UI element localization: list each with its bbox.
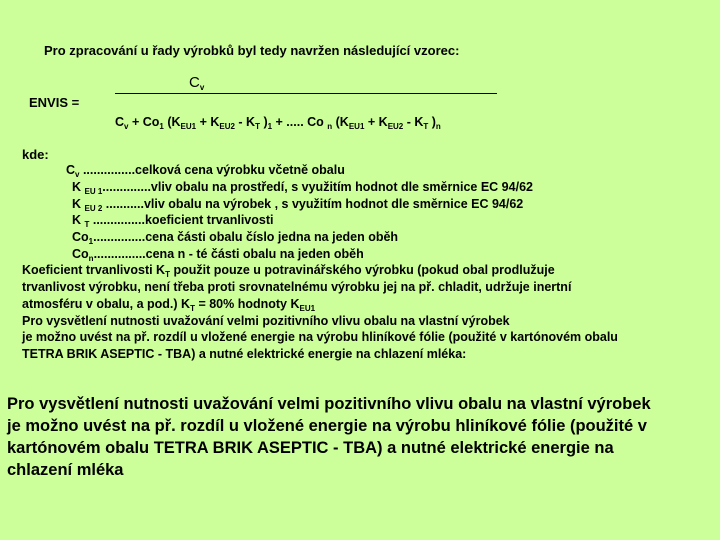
coefficient-paragraph-line3: atmosféru v obalu, a pod.) $K_T = 80\%$ hodnoty $K_{EU1}$ [22, 297, 316, 313]
legend-line-con: $Co_n...............cena$ n - té části obalu na jeden oběh [72, 247, 364, 263]
legend-line-kt: K $_T$ ...............koeficient trvanlivosti [72, 213, 274, 229]
legend-line-co1: $Co_1...............cena$ části obalu číslo jedna na jeden oběh [72, 230, 399, 246]
explanation-paragraph-line1: Pro vysvětlení nutnosti uvažování velmi pozitivního vlivu obalu na vlastní výrobek [22, 314, 510, 328]
explanation-paragraph-line2: je možno uvést na př. rozdíl u vložené energie na výrobu hliníkové fólie (použité v kartónovém obalu [22, 330, 618, 344]
legend-line-keu2: K $_{EU 2}$ ...........vliv obalu na výrobek , s využitím hodnot dle směrnice EC 94/62 [72, 197, 524, 213]
large-text-line4: chlazení mléka [7, 461, 124, 479]
coefficient-paragraph-line2: trvanlivost výrobku, není třeba proti srovnatelnému výrobku jej na př. chladit, udržuje inertní [22, 280, 572, 294]
formula-denominator: $C_v + Co_1$ ($K_{EU1} + K_{EU2} - K_T$ )$_1$ + ..... Co $_n$ ($K_{EU1} + K_{EU2} - K_T$ )$_n$ [115, 115, 441, 131]
formula-lhs: ENVIS = [29, 95, 80, 110]
heading: Pro zpracování u řady výrobků byl tedy navržen následující vzorec: [44, 43, 460, 58]
fraction-line [115, 93, 497, 94]
explanation-paragraph-line3: TETRA BRIK ASEPTIC - TBA) a nutné elektrické energie na chlazení mléka: [22, 347, 467, 361]
formula-numerator: $C_v$ [189, 74, 205, 92]
legend-line-keu1: K $_{EU 1}$..............vliv obalu na prostředí, s využitím hodnot dle směrnice EC 94/62 [72, 180, 533, 196]
legend-kde: kde: [22, 147, 49, 162]
coefficient-paragraph-line1: Koeficient trvanlivosti $K_T$ použit pouze u potravinářského výrobku (pokud obal prodlužuje [22, 263, 555, 279]
large-text-line1: Pro vysvětlení nutnosti uvažování velmi pozitivního vlivu obalu na vlastní výrobek [7, 395, 651, 413]
large-text-line2: je možno uvést na př. rozdíl u vložené energie na výrobu hliníkové fólie (použité v [7, 417, 647, 435]
legend-line-cv: $C_v$ ...............celková cena výrobku včetně obalu [66, 163, 345, 179]
large-text-line3: kartónovém obalu TETRA BRIK ASEPTIC - TBA) a nutné elektrické energie na [7, 439, 614, 457]
